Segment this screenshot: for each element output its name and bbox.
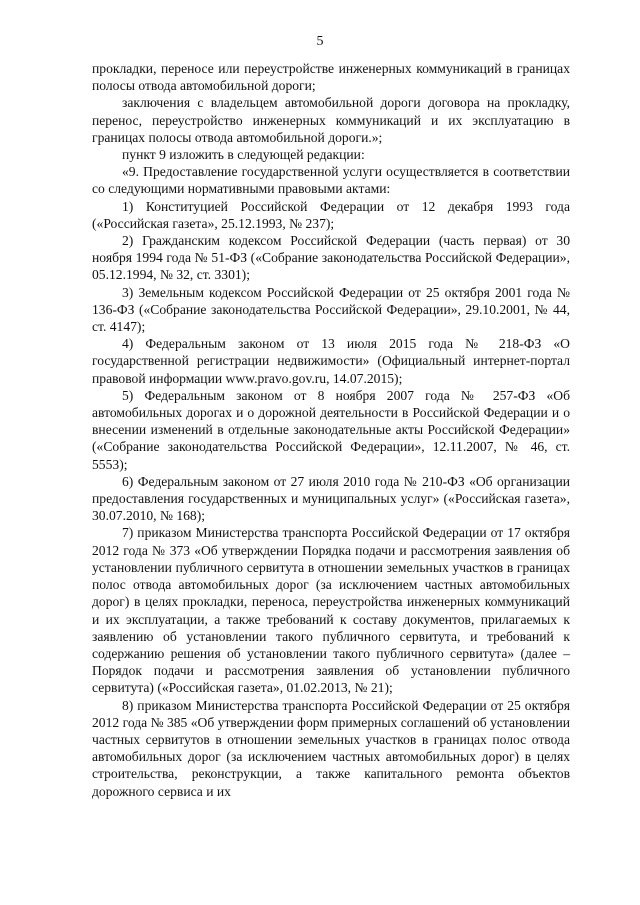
paragraph-2: заключения с владельцем автомобильной дороги договора на прокладку, перенос, переустройство инженерных коммуникаций и их эксплуатацию в границах полосы отвода автомобильной дороги.»; [92, 95, 570, 145]
paragraph-5: 1) Конституцией Российской Федерации от 12 декабря 1993 года («Российская газета», 25.12.1993, № 237); [92, 198, 570, 231]
paragraph-4: «9. Предоставление государственной услуги осуществляется в соответствии со следующими нормативными правовыми актами: [92, 164, 570, 197]
paragraph-8: 4) Федеральным законом от 13 июля 2015 года № 218-ФЗ «О государственной регистрации недвижимости» (Официальный интернет-портал правовой информации www.pravo.gov.ru, 14.07.2015); [92, 336, 570, 386]
paragraph-9: 5) Федеральным законом от 8 ноября 2007 года № 257-ФЗ «Об автомобильных дорогах и о дорожной деятельности в Российской Федерации и о внесении изменений в отдельные законодательные акты Российской Федерации» («Собрание законодательства Российской Федерации», 12.11.2007, № 46, ст. 5553); [92, 387, 570, 472]
page-number: 5 [316, 34, 324, 49]
paragraph-12: 8) приказом Министерства транспорта Российской Федерации от 25 октября 2012 года № 385 «Об утверждении форм примерных соглашений об установлении частных сервитутов в отношении земельных участков в границах полос отвода автомобильных дорог (за исключением частных автомобильных дорог) в целях строительства, реконструкции, а также капитального ремонта объектов дорожного сервиса и их [92, 697, 571, 799]
paragraph-7: 3) Земельным кодексом Российской Федерации от 25 октября 2001 года № 136-ФЗ («Собрание законодательства Российской Федерации», 29.10.2001, № 44, ст. 4147); [92, 284, 570, 335]
paragraph-3: пункт 9 изложить в следующей редакции: [122, 147, 365, 163]
paragraph-1: прокладки, переносе или переустройстве инженерных коммуникаций в границах полосы отвода автомобильной дороги; [92, 61, 570, 94]
paragraph-10: 6) Федеральным законом от 27 июля 2010 года № 210-ФЗ «Об организации предоставления государственных и муниципальных услуг» («Российская газета», 30.07.2010, № 168); [92, 473, 570, 524]
paragraph-6: 2) Гражданским кодексом Российской Федерации (часть первая) от 30 ноября 1994 года № 51-ФЗ («Собрание законодательства Российской Федерации», 05.12.1994, № 32, ст. 3301); [92, 233, 570, 283]
paragraph-11: 7) приказом Министерства транспорта Российской Федерации от 17 октября 2012 года № 373 «Об утверждении Порядка подачи и рассмотрения заявления об установлении публичного сервитута в отношении земельных участков в границах полос отвода автомобильных дорог (за исключением частных автомобильных дорог) в целях прокладки, переноса, переустройства инженерных коммуникаций и их эксплуатации, а также требований к составу документов, прилагаемых к заявлению об установлении такого публичного сервитута, и требований к содержанию решения об установлении такого публичного сервитута» (далее – Порядок подачи и рассмотрения заявления об установлении публичного сервитута) («Российская газета», 01.02.2013, № 21); [92, 525, 570, 696]
document-body [92, 60, 570, 800]
